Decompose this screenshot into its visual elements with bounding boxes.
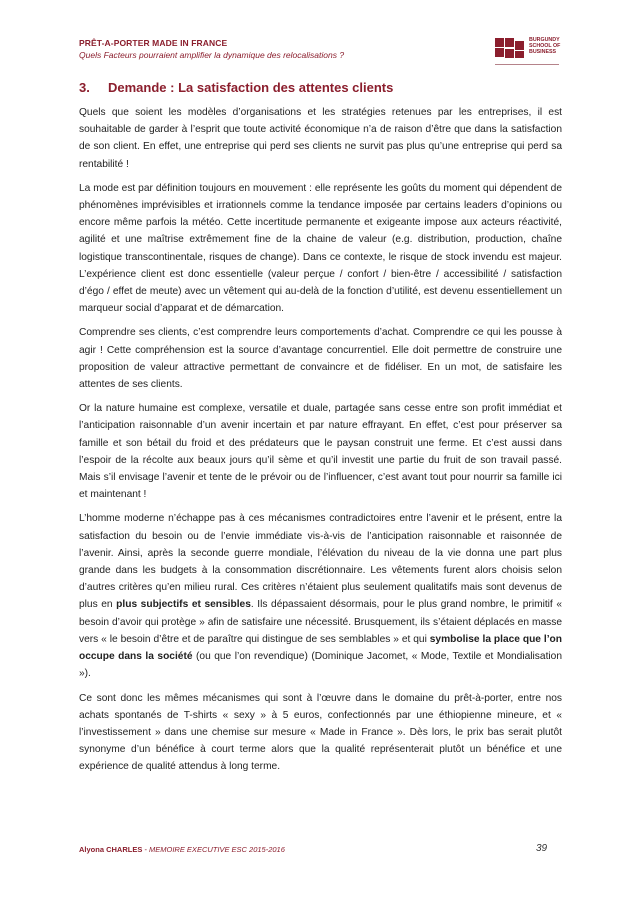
logo-underline [495,64,559,65]
school-logo [495,36,565,70]
logo-mark-icon [495,38,525,60]
emphasis-subjectifs: plus subjectifs et sensibles [116,599,251,611]
section-title: Demande : La satisfaction des attentes clients [108,80,394,95]
footer-document: MEMOIRE EXECUTIVE ESC 2015-2016 [149,845,285,854]
section-heading [79,80,562,95]
paragraph-5 [79,510,562,682]
logo-text [529,37,560,55]
header-subtitle: Quels Facteurs pourraient amplifier la dynamique des relocalisations ? [79,50,345,60]
logo-line-3: BUSINESS [529,49,557,55]
logo-line-1: BURGUNDY [529,37,560,43]
page-header [79,38,559,60]
emphasis-symbolise: symbolise la place que l’on occupe dans la société [79,633,562,663]
paragraph-5-part-a: L’homme moderne n’échappe pas à ces mécanismes contradictoires entre l’avenir et le présent, entre la satisfaction du besoin ou de l’envie immédiate vis-à-vis de l’anticipation raisonnable et raisonnée de l’avenir. Ainsi, après la seconde guerre mondiale, l’élévation du niveau de la vie donna une part plus grande dans les budgets à la consommation discrétionnaire. Les vêtements furent alors choisis selon d’autres critères qu’en milieu rural. Ces critères n’étaient plus seulement qualitatifs mais sont devenus de plus en [79,513,562,611]
page-content [79,80,562,783]
page-footer [79,845,285,854]
section-number: 3. [79,80,90,95]
page-number: 39 [536,843,548,854]
paragraph-3: Comprendre ses clients, c’est comprendre leurs comportements d’achat. Comprendre ce qui les pousse à agir ! Cette compréhension est la source d’avantage concurrentiel. Elle doit permettre de construire une proposition de valeur attractive permettant de convaincre et de fidéliser. En un mot, de satisfaire les attentes de ses clients. [79,327,562,391]
header-title: PRÊT-A-PORTER MADE IN FRANCE [79,38,228,48]
logo-line-2: SCHOOL OF [529,43,561,49]
paragraph-4: Or la nature humaine est complexe, versatile et duale, partagée sans cesse entre son profit immédiat et l’anticipation raisonnable d’un avenir incertain et par nature effrayant. En effet, c’est pour préserver sa famille et son bétail du froid et des prédateurs que le paysan construit une ferme. Et c’est aussi dans l’espoir de la récolte aux beaux jours qu’il sème et qu’il investit une partie du fruit de son travail passé. Mais s’il envisage l’avenir et tente de le prévoir ou de l’influencer, c’est avant tout pour nourrir sa famille ici et maintenant ! [79,403,562,501]
footer-separator: - [142,845,150,854]
paragraph-5-part-c: . Ils dépassaient désormais, pour le plus grand nombre, le primitif « besoin d’avoir qui protège » afin de satisfaire une nécessité. Brusquement, ils s’étaient déplacés en masse vers « le besoin d’être et de paraître qui distingue de ses semblables » et qui [79,599,562,645]
paragraph-1: Quels que soient les modèles d’organisations et les stratégies retenues par les entreprises, il est souhaitable de garder à l’esprit que toute activité économique n’a de raison d’être que dans la satisfaction de son client. En effet, une entreprise qui perd ses clients ne survit pas plus qu’une entreprise qui perd sa rentabilité ! [79,107,562,170]
paragraph-5-part-e: (ou que l’on revendique) (Dominique Jacomet, « Mode, Textile et Mondialisation »). [79,651,562,680]
paragraph-6: Ce sont donc les mêmes mécanismes qui sont à l’œuvre dans le domaine du prêt-à-porter, entre nos achats spontanés de T-shirts « sexy » à 5 euros, confectionnés par une éthiopienne mineure, et « l’investissement » dans une chemise sur mesure « Made in France ». Dès lors, le prix bas serait plutôt synonyme d’un bénéfice à court terme alors que la qualité représenterait plutôt un bénéfice et une expérience de qualité attendus à long terme. [79,692,562,773]
footer-author: Alyona CHARLES [79,845,143,854]
paragraph-2: La mode est par définition toujours en mouvement : elle représente les goûts du moment qui dépendent de phénomènes imprévisibles et irrationnels comme la tendance imposée par certains leaders d’opinions ou encore même parfois la météo. Cette incertitude permanente et exigeante impose aux acteurs réactivité, agilité et une maîtrise extrêmement fine de la chaine de valeur (e.g. distribution, production, chaîne logistique transcontinentale, risques de change). Dans ce contexte, le risque de stock invendu est majeur. L’expérience client est donc essentielle (valeur perçue / confort / bien-être / accessibilité / satisfaction d’égo / effet de meute) avec un vêtement qui au-delà de la fonction d’utilité, est devenu essentiellement un marqueur social d’apparat et de démarcation. [79,182,562,315]
